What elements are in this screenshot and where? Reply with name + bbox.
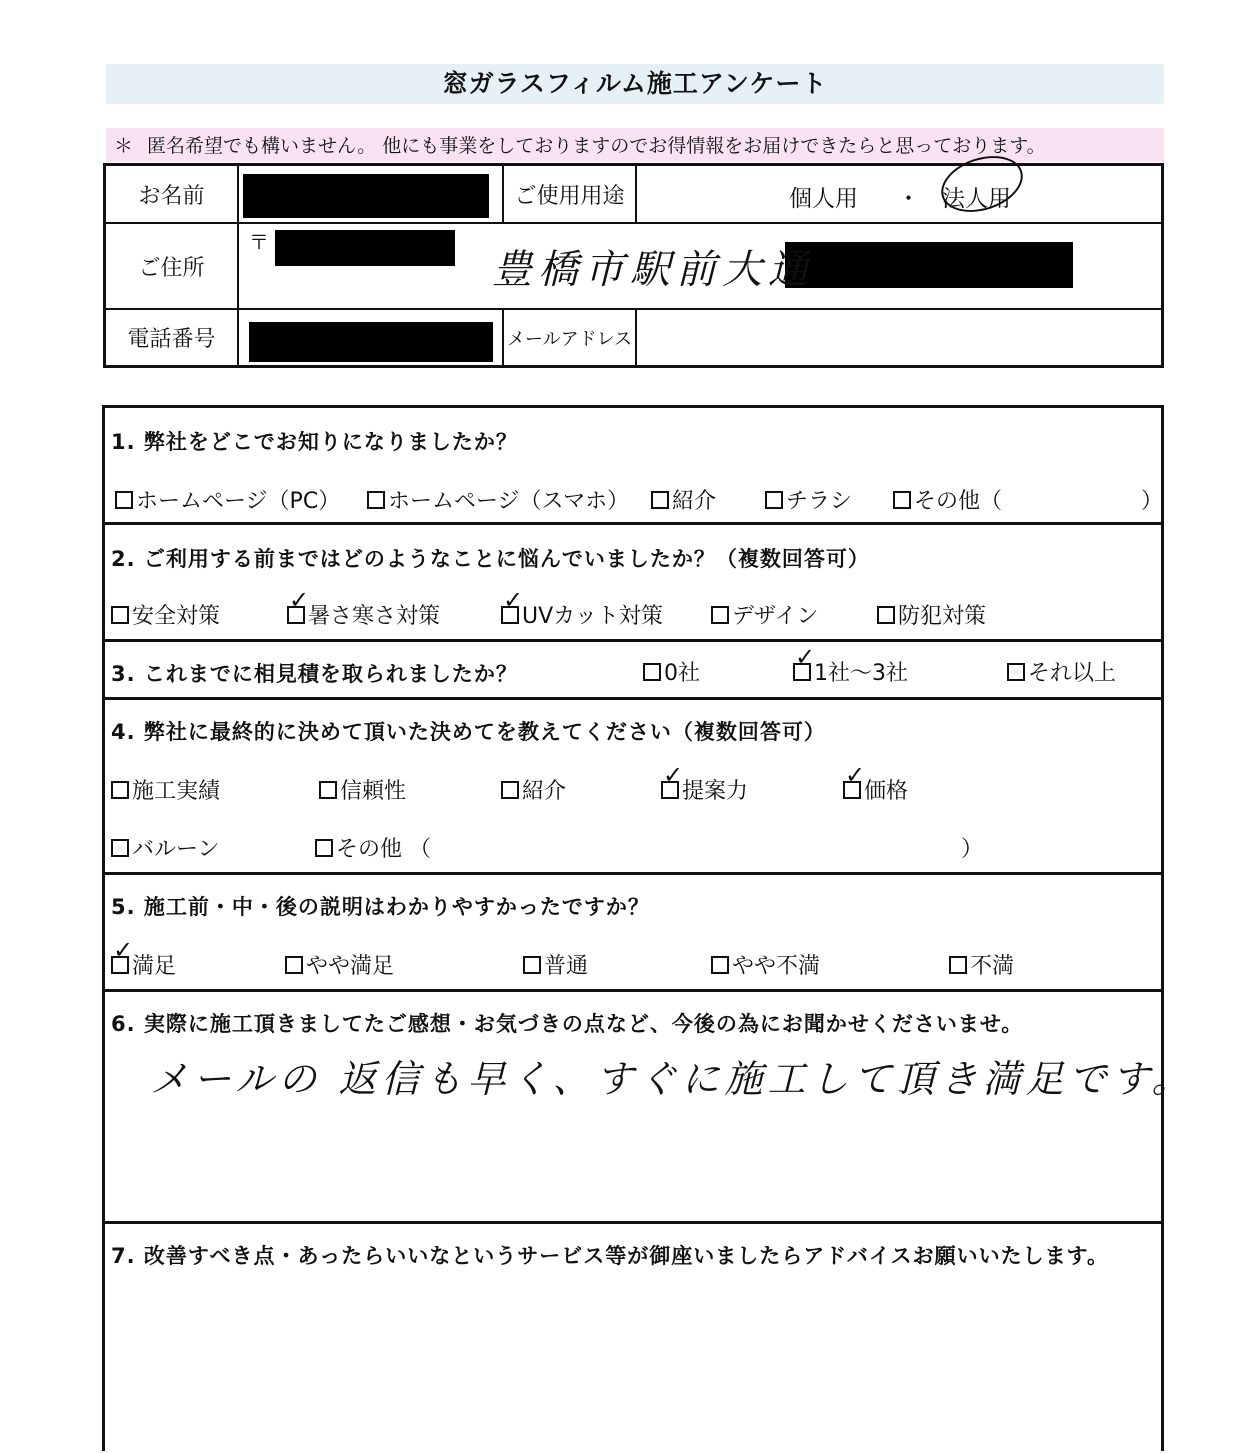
usage-field[interactable] [637, 166, 1164, 224]
checkbox-icon[interactable] [111, 839, 129, 857]
option-label: やや不満 [732, 954, 821, 979]
option-label: 紹介 [672, 489, 717, 514]
q5-option-somewhat-dissatisfied[interactable] [711, 949, 820, 980]
option-label: 普通 [544, 954, 589, 979]
name-label: お名前 [106, 166, 239, 224]
redaction-block [249, 322, 493, 362]
redaction-block [243, 174, 489, 218]
q2-option-design[interactable] [711, 599, 818, 630]
checkbox-icon[interactable] [319, 781, 337, 799]
question-4-section [105, 700, 1161, 875]
q1-option-other[interactable] [893, 484, 1002, 515]
option-label: UVカット対策 [522, 604, 663, 629]
option-label: その他 （ [336, 837, 431, 862]
q4-option-proposal[interactable] [661, 774, 748, 805]
q2-option-crime-prevention[interactable] [877, 599, 986, 630]
question-2-text: 2. ご利用する前まではどのようなことに悩んでいましたか？（複数回答可） [111, 547, 870, 571]
option-label: デザイン [732, 604, 819, 629]
option-label: 0社 [664, 661, 700, 686]
option-label: 1社～3社 [814, 661, 908, 686]
checked-checkbox-icon[interactable] [287, 606, 305, 624]
checked-checkbox-icon[interactable] [111, 956, 129, 974]
q3-option-one-to-three[interactable] [793, 656, 908, 687]
option-label: 提案力 [682, 779, 749, 804]
question-4-text: 4. 弊社に最終的に決めて頂いた決めてを教えてください（複数回答可） [111, 720, 826, 744]
handwritten-address: 豊橋市駅前大通 [492, 247, 814, 293]
question-1-section [105, 408, 1164, 525]
postal-mark: 〒 [249, 230, 269, 254]
q5-option-somewhat-satisfied[interactable] [285, 949, 394, 980]
checkbox-icon[interactable] [285, 956, 303, 974]
checkbox-icon[interactable] [1007, 663, 1025, 681]
option-label: それ以上 [1028, 661, 1117, 686]
name-field[interactable] [239, 166, 504, 224]
usage-label: ご使用用途 [504, 166, 637, 224]
checkbox-icon[interactable] [711, 606, 729, 624]
option-label: チラシ [786, 489, 853, 514]
usage-separator: ・ [897, 186, 920, 212]
option-label: バルーン [132, 837, 220, 862]
redaction-block [275, 230, 455, 266]
option-label: 暑さ寒さ対策 [308, 604, 441, 629]
usage-personal[interactable]: 個人用 [789, 186, 858, 212]
checkbox-icon[interactable] [501, 781, 519, 799]
option-label: 安全対策 [132, 604, 221, 629]
q2-option-safety[interactable] [111, 599, 220, 630]
question-7-text: 7. 改善すべき点・あったらいいなというサービス等が御座いましたらアドバイスお願いいたします。 [111, 1244, 1109, 1268]
option-label: ホームページ（スマホ） [388, 489, 630, 514]
checkbox-icon[interactable] [877, 606, 895, 624]
handwritten-comment: メールの 返信も早く、すぐに施工して頂き満足です。 [150, 1057, 1195, 1101]
survey-table [102, 405, 1164, 1451]
q4-option-track-record[interactable] [111, 774, 220, 805]
q1-option-homepage-pc[interactable] [115, 484, 340, 515]
option-label: 紹介 [522, 779, 567, 804]
option-label: 価格 [864, 779, 909, 804]
email-field[interactable] [637, 310, 1164, 365]
q4-option-balloon[interactable] [111, 832, 220, 863]
question-7-section [105, 1224, 1161, 1454]
checkbox-icon[interactable] [949, 956, 967, 974]
checked-checkbox-icon[interactable] [793, 663, 811, 681]
q1-option-referral[interactable] [651, 484, 716, 515]
q1-option-flyer[interactable] [765, 484, 852, 515]
phone-label: 電話番号 [106, 310, 239, 365]
usage-corporate[interactable]: 法人用 [942, 186, 1011, 212]
checkbox-icon[interactable] [111, 606, 129, 624]
checkbox-icon[interactable] [523, 956, 541, 974]
question-3-text: 3. これまでに相見積を取られましたか？ [111, 662, 518, 686]
redaction-block [785, 242, 1073, 288]
checkbox-icon[interactable] [711, 956, 729, 974]
option-label: 満足 [132, 954, 177, 979]
q2-option-uv-cut[interactable] [501, 599, 663, 630]
close-paren: ） [1141, 489, 1164, 514]
question-5-section [105, 875, 1161, 992]
page-title: 窓ガラスフィルム施工アンケート [106, 64, 1164, 104]
question-3-section [105, 642, 1161, 700]
q2-option-heat-cold[interactable] [287, 599, 440, 630]
question-6-text: 6. 実際に施工頂きましてたご感想・お気づきの点など、今後の為にお聞かせくださいませ。 [111, 1012, 1024, 1036]
checkbox-icon[interactable] [765, 491, 783, 509]
q1-option-homepage-smartphone[interactable] [367, 484, 629, 515]
email-label: メールアドレス [504, 310, 637, 365]
option-label: やや満足 [306, 954, 395, 979]
option-label: 信頼性 [340, 779, 407, 804]
phone-field[interactable] [239, 310, 504, 365]
checkbox-icon[interactable] [315, 839, 333, 857]
question-1-text: 1. 弊社をどこでお知りになりましたか？ [111, 430, 518, 454]
q4-option-other[interactable] [315, 832, 431, 863]
checkbox-icon[interactable] [643, 663, 661, 681]
address-label: ご住所 [106, 224, 239, 310]
checkbox-icon[interactable] [367, 491, 385, 509]
q5-option-dissatisfied[interactable] [949, 949, 1014, 980]
q4-option-reliability[interactable] [319, 774, 406, 805]
checkbox-icon[interactable] [893, 491, 911, 509]
question-5-text: 5. 施工前・中・後の説明はわかりやすかったですか？ [111, 895, 650, 919]
checked-checkbox-icon[interactable] [501, 606, 519, 624]
checked-checkbox-icon[interactable] [843, 781, 861, 799]
option-label: 不満 [970, 954, 1015, 979]
q4-option-referral[interactable] [501, 774, 566, 805]
checkbox-icon[interactable] [115, 491, 133, 509]
option-label: その他（ [914, 489, 1003, 514]
checkbox-icon[interactable] [111, 781, 129, 799]
option-label: ホームページ（PC） [136, 489, 341, 514]
question-2-section [105, 525, 1161, 642]
question-6-section [105, 992, 1161, 1224]
checkbox-icon[interactable] [651, 491, 669, 509]
q5-option-normal[interactable] [523, 949, 588, 980]
q4-option-price[interactable] [843, 774, 908, 805]
close-paren: ） [961, 837, 984, 862]
q3-option-more[interactable] [1007, 656, 1116, 687]
q5-option-satisfied[interactable] [111, 949, 176, 980]
q3-option-zero[interactable] [643, 656, 700, 687]
option-label: 施工実績 [132, 779, 221, 804]
option-label: 防犯対策 [898, 604, 987, 629]
notice-text: 匿名希望でも構いません。 他にも事業をしておりますのでお得情報をお届けできたらと思っております。 [147, 135, 1046, 157]
checked-checkbox-icon[interactable] [661, 781, 679, 799]
asterisk-icon: ＊ [114, 135, 134, 157]
